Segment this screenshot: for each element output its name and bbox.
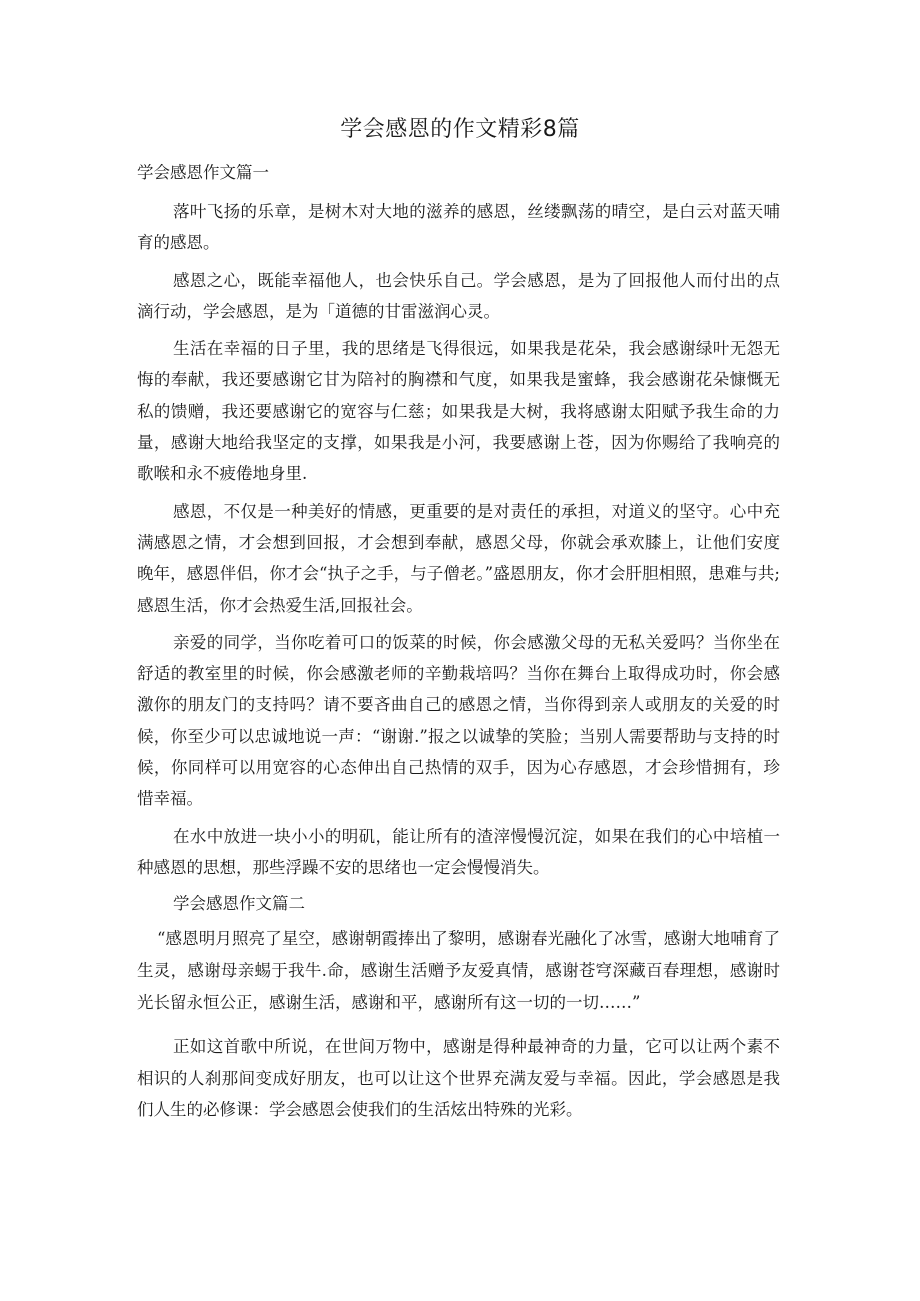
- paragraph: 生活在幸福的日子里，我的思绪是飞得很远，如果我是花朵，我会感谢绿叶无怨无悔的奉献，我还要感谢它甘为陪衬的胸襟和气度，如果我是蜜蜂，我会感谢花朵慷慨无私的馈赠，我还要感谢它的宽容与仁慈；如果我是大树，我将感谢太阳赋予我生命的力量，感谢大地给我坚定的支撑，如果我是小河，我要感谢上苍，因为你赐给了我响亮的歌喉和永不疲倦地身里.: [137, 339, 780, 484]
- paragraph: 感恩，不仅是一种美好的情感，更重要的是对责任的承担，对道义的坚守。心中充满感恩之情，才会想到回报，才会想到奉献，感恩父母，你就会承欢膝上，让他们安度晚年，感恩伴侣，你才会“执子之手，与子僧老。”盛恩朋友，你才会肝胆相照，患难与共;感恩生活，你才会热爱生活,回报社会。: [137, 501, 780, 615]
- paragraph: 亲爱的同学，当你吃着可口的饭菜的时候，你会感激父母的无私关爱吗？当你坐在舒适的教室里的时候，你会感激老师的辛勤栽培吗？当你在舞台上取得成功时，你会感激你的朋友门的支持吗？请不要吝曲自己的感恩之情，当你得到亲人或朋友的关爱的时候，你至少可以忠诚地说一声：“谢谢.”报之以诚挚的笑脸；当别人需要帮助与支持的时候，你同样可以用宽容的心态伸出自己热情的双手，因为心存感恩，才会珍惜拥有，珍惜幸福。: [137, 632, 780, 809]
- paragraph: 落叶飞扬的乐章，是树木对大地的滋养的感恩，丝缕飘荡的晴空，是白云对蓝天哺育的感恩。: [137, 202, 780, 253]
- section-heading: 学会感恩作文篇二: [173, 894, 305, 914]
- document-body: [137, 158, 780, 1131]
- quote-paragraph: “感恩明月照亮了星空，感谢朝霞捧出了黎明，感谢春光融化了冰雪，感谢大地哺育了生灵，感谢母亲蜴于我牛.命，感谢生活赠予友爱真情，感谢苍穹深藏百春理想，感谢时光长留永恒公正，感谢生活，感谢和平，感谢所有这一切的一切……”: [137, 929, 780, 1013]
- document-title: 学会感恩的作文精彩8篇: [340, 117, 580, 142]
- paragraph: 感恩之心，既能幸福他人，也会快乐自己。学会感恩，是为了回报他人而付出的点滴行动，学会感恩，是为「道德的甘雷滋润心灵。: [137, 270, 780, 321]
- paragraph: 正如这首歌中所说，在世间万物中，感谢是得种最神奇的力量，它可以让两个素不相识的人刹那间变成好朋友，也可以让这个世界充满友爱与幸福。因此，学会感恩是我们人生的必修课：学会感恩会使我们的生活炫出特殊的光彩。: [137, 1037, 780, 1119]
- section-heading: 学会感恩作文篇一: [137, 163, 269, 182]
- paragraph: 在水中放进一块小小的明矶，能让所有的渣滓慢慢沉淀，如果在我们的心中培植一种感恩的思想，那些浮躁不安的思绪也一定会慢慢消失。: [137, 826, 780, 877]
